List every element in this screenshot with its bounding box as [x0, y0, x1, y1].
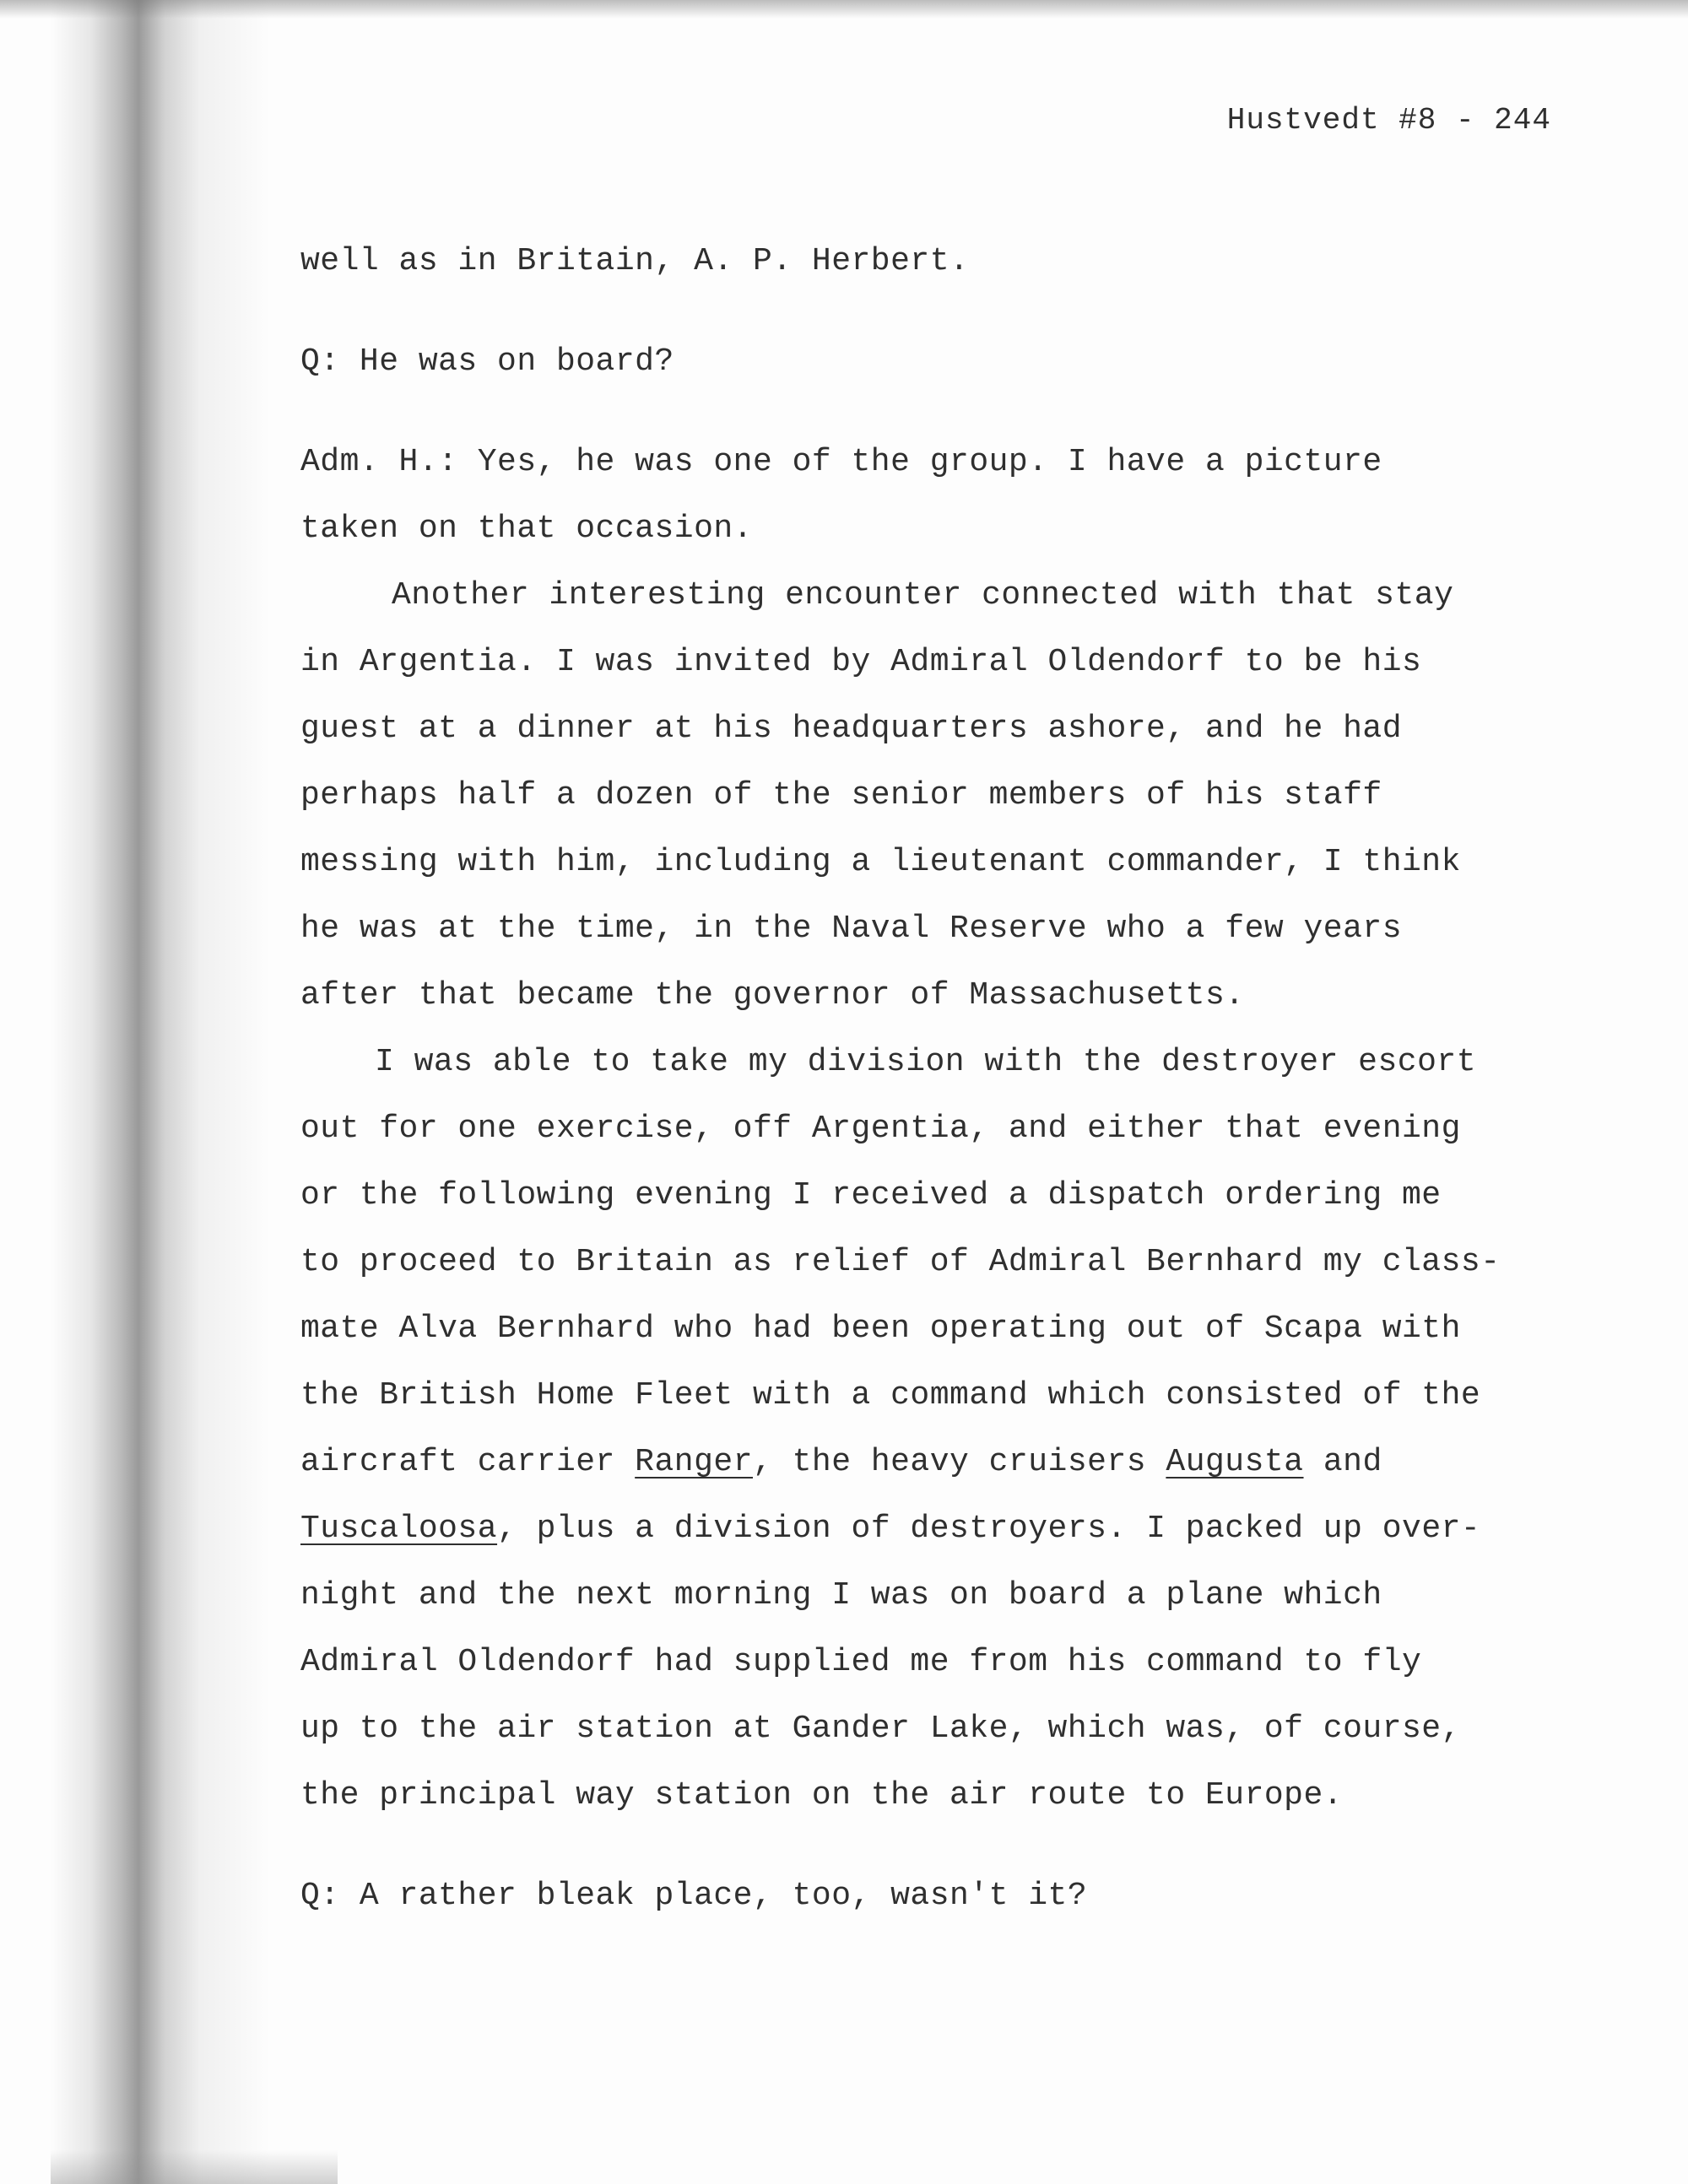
- text-segment: and: [1303, 1444, 1382, 1480]
- text-line: the British Home Fleet with a command which consisted of the: [300, 1377, 1481, 1414]
- text-line: to proceed to Britain as relief of Admiral Bernhard my class-: [300, 1244, 1501, 1280]
- binding-shadow: [51, 0, 270, 2184]
- ship-name-augusta: Augusta: [1166, 1444, 1304, 1480]
- text-line: the principal way station on the air route to Europe.: [300, 1777, 1344, 1814]
- page-header: Hustvedt #8 - 244: [1226, 103, 1551, 138]
- text-line: night and the next morning I was on board a plane which: [300, 1577, 1382, 1614]
- transcript-body: [300, 228, 1533, 1929]
- text-line: after that became the governor of Massachusetts.: [300, 977, 1245, 1014]
- text-line: guest at a dinner at his headquarters ashore, and he had: [300, 711, 1403, 747]
- text-segment: , plus a division of destroyers. I packed up over-: [497, 1511, 1481, 1547]
- text-line: [300, 1495, 1533, 1562]
- ship-name-tuscaloosa: Tuscaloosa: [300, 1511, 498, 1547]
- paragraph-start-line: Another interesting encounter connected with that stay: [392, 577, 1454, 614]
- text-line: perhaps half a dozen of the senior members of his staff: [300, 777, 1382, 814]
- text-line: Admiral Oldendorf had supplied me from his command to fly: [300, 1644, 1422, 1680]
- text-line: messing with him, including a lieutenant commander, I think: [300, 844, 1461, 880]
- bottom-edge-shadow: [51, 2150, 338, 2184]
- question-line: Q: He was on board?: [300, 343, 674, 380]
- top-edge-shadow: [0, 0, 1688, 19]
- text-line: mate Alva Bernhard who had been operating out of Scapa with: [300, 1311, 1461, 1347]
- paragraph-start-line: I was able to take my division with the destroyer escort: [375, 1044, 1477, 1080]
- text-line: [300, 1429, 1533, 1495]
- text-line: up to the air station at Gander Lake, which was, of course,: [300, 1711, 1461, 1747]
- text-line: he was at the time, in the Naval Reserve who a few years: [300, 911, 1403, 947]
- text-segment: , the heavy cruisers: [753, 1444, 1166, 1480]
- text-segment: aircraft carrier: [300, 1444, 636, 1480]
- answer-line: Adm. H.: Yes, he was one of the group. I have a picture: [300, 444, 1382, 480]
- text-line: out for one exercise, off Argentia, and either that evening: [300, 1111, 1461, 1147]
- ship-name-ranger: Ranger: [635, 1444, 753, 1480]
- text-line: in Argentia. I was invited by Admiral Oldendorf to be his: [300, 644, 1422, 680]
- text-line: well as in Britain, A. P. Herbert.: [300, 243, 970, 279]
- text-line: taken on that occasion.: [300, 511, 753, 547]
- question-line: Q: A rather bleak place, too, wasn't it?: [300, 1878, 1088, 1914]
- text-line: or the following evening I received a dispatch ordering me: [300, 1177, 1442, 1214]
